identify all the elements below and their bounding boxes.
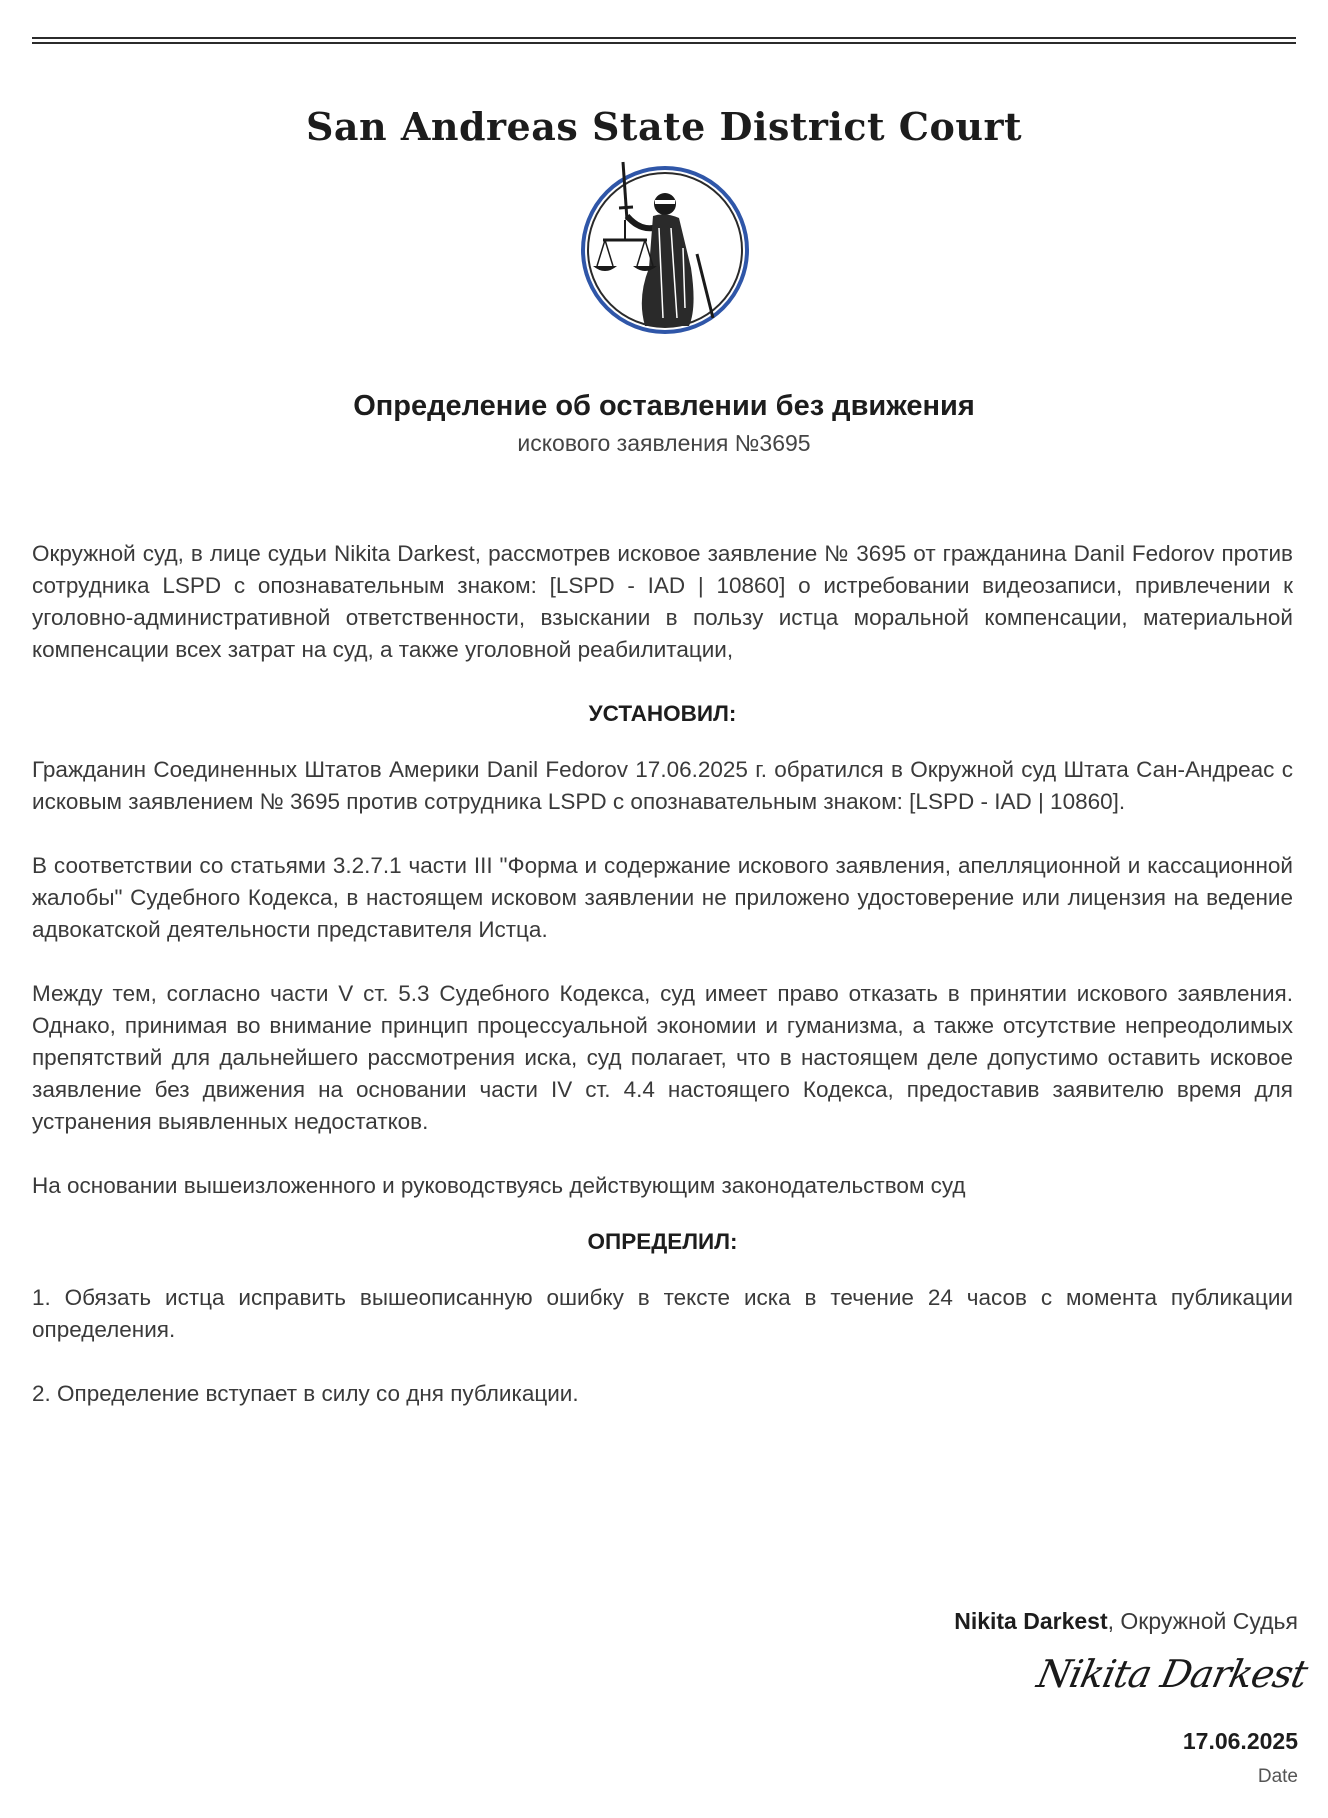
established-paragraph: Между тем, согласно части V ст. 5.3 Судебного Кодекса, суд имеет право отказать в принятии искового заявления. Однако, принимая во внимание принцип процессуальной экономии и гуманизма, а также отсутствие непреодолимых препятствий для дальнейшего рассмотрения иска, суд полагает, что в настоящем деле допустимо оставить исковое заявление без движения на основании части IV ст. 4.4 настоящего Кодекса, предоставив заявителю время для устранения выявленных недостатков. <box>32 981 1293 1134</box>
intro-paragraph: Окружной суд, в лице судьи Nikita Darkest, рассмотрев исковое заявление № 3695 от гражданина Danil Fedorov против сотрудника LSPD с опознавательным знаком: [LSPD - IAD | 10860] о истребовании видеозаписи, привлечении к уголовно-административной ответственности, взыскании в пользу истца моральной компенсации, материальной компенсации всех затрат на суд, а также уголовной реабилитации, <box>32 541 1293 662</box>
court-name: San Andreas State District Court <box>305 104 1023 149</box>
established-paragraph: В соответствии со статьями 3.2.7.1 части III "Форма и содержание искового заявления, апелляционной и кассационной жалобы" Судебного Кодекса, в настоящем исковом заявлении не приложено удостоверение или лицензия на ведение адвокатской деятельности представителя Истца. <box>32 853 1293 942</box>
judge-name: Nikita Darkest <box>954 1608 1108 1634</box>
decided-item: 2. Определение вступает в силу со дня публикации. <box>32 1381 579 1406</box>
document-title: Определение об оставлении без движения <box>353 390 975 422</box>
established-paragraph: Гражданин Соединенных Штатов Америки Danil Fedorov 17.06.2025 г. обратился в Окружной суд Штата Сан-Андреас с исковым заявлением № 3695 против сотрудника LSPD с опознавательным знаком: [LSPD - IAD | 10860]. <box>32 757 1293 814</box>
lady-justice-seal-icon <box>579 158 751 340</box>
handwritten-signature: Nikita Darkest <box>1033 1652 1311 1696</box>
established-paragraph: На основании вышеизложенного и руководствуясь действующим законодательством суд <box>32 1173 966 1198</box>
judge-title: , Окружной Судья <box>1107 1608 1298 1634</box>
date-caption: Date <box>1257 1766 1298 1787</box>
document-subtitle: искового заявления №3695 <box>517 430 811 456</box>
judge-signature-line <box>954 1608 1298 1635</box>
signature-date: 17.06.2025 <box>1182 1728 1298 1754</box>
top-rule-lower <box>32 42 1296 44</box>
established-heading: УСТАНОВИЛ: <box>588 701 737 726</box>
top-rule-upper <box>32 37 1296 39</box>
decided-heading: ОПРЕДЕЛИЛ: <box>587 1229 738 1254</box>
decided-item: 1. Обязать истца исправить вышеописанную ошибку в тексте иска в течение 24 часов с момента публикации определения. <box>32 1285 1293 1342</box>
document-body <box>32 538 1293 1442</box>
